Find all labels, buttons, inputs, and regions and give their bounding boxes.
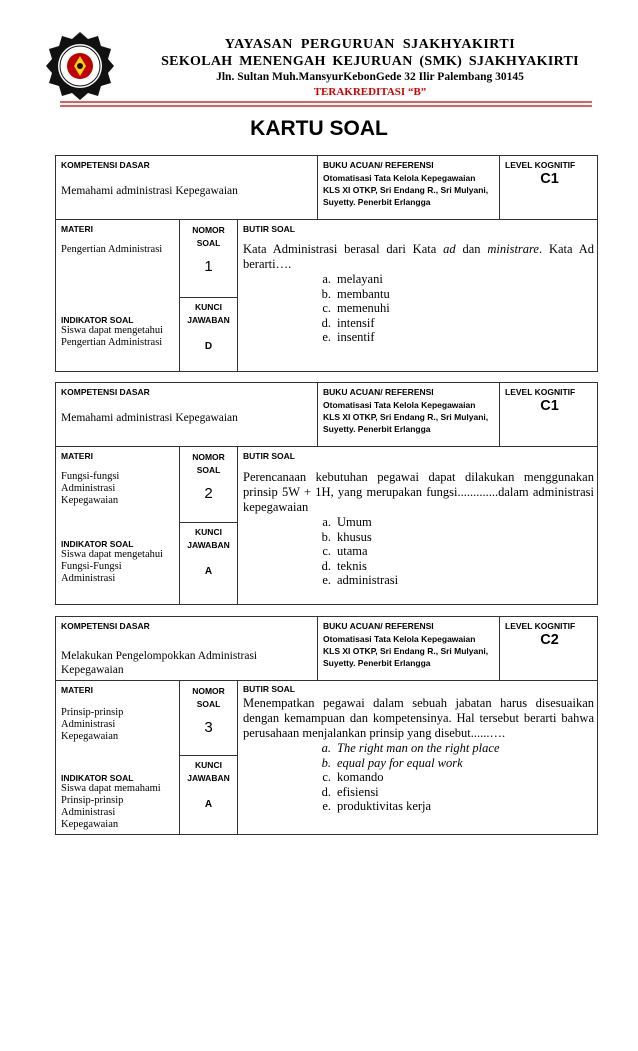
school-address: Jln. Sultan Muh.MansyurKebonGede 32 Ilir Palembang 30145 <box>216 71 524 83</box>
indicator-cell <box>56 535 180 605</box>
question-cell <box>238 220 599 372</box>
header-divider <box>60 101 592 107</box>
competency-cell <box>56 617 318 680</box>
question-label: BUTIR SOAL <box>243 451 295 461</box>
option-b: b. khusus <box>321 529 372 544</box>
reference-value: Otomatisasi Tata Kelola Kepegawaian KLS XI OTKP, Sri Endang R., Sri Mulyani, Suyetty. Penerbit Erlangga <box>323 173 489 207</box>
cognitive-level-cell <box>500 156 599 219</box>
option-c: c. memenuhi <box>322 301 390 315</box>
reference-value: Otomatisasi Tata Kelola Kepegawaian KLS XI OTKP, Sri Endang R., Sri Mulyani, Suyetty. Penerbit Erlangga <box>323 634 489 668</box>
cognitive-level-value: C1 <box>540 171 559 187</box>
question-number: 3 <box>204 719 213 736</box>
reference-value: Otomatisasi Tata Kelola Kepegawaian KLS XI OTKP, Sri Endang R., Sri Mulyani, Suyetty. Penerbit Erlangga <box>323 400 489 434</box>
option-b: b. membantu <box>321 286 390 301</box>
competency-value: Melakukan Pengelompokkan Administrasi Kepegawaian <box>61 650 258 676</box>
school-logo-icon <box>44 30 116 102</box>
reference-cell <box>318 617 500 680</box>
card-header-row <box>56 156 597 220</box>
indicator-label: INDIKATOR SOAL <box>61 315 134 325</box>
material-cell <box>56 220 180 310</box>
question-label: BUTIR SOAL <box>243 684 295 694</box>
indicator-cell <box>56 310 180 372</box>
competency-cell <box>56 156 318 219</box>
option-e: e. insentif <box>322 330 375 344</box>
question-cell <box>238 447 599 605</box>
reference-cell <box>318 156 500 219</box>
question-card-2 <box>55 382 598 605</box>
reference-label: BUKU ACUAN/ REFERENSI <box>323 621 434 631</box>
option-d: d. teknis <box>321 558 367 573</box>
indicator-label: INDIKATOR SOAL <box>61 773 134 783</box>
card-body-row <box>56 220 597 372</box>
option-a: a. Umum <box>322 515 372 529</box>
competency-cell <box>56 383 318 446</box>
answer-key-cell <box>180 755 238 835</box>
indicator-value: Siswa dapat mengetahui Pengertian Administrasi <box>61 325 164 348</box>
option-a: a. melayani <box>322 272 383 286</box>
competency-label: KOMPETENSI DASAR <box>61 621 150 631</box>
reference-label: BUKU ACUAN/ REFERENSI <box>323 387 434 397</box>
indicator-label: INDIKATOR SOAL <box>61 539 134 549</box>
material-value: Fungsi-fungsi Administrasi Kepegawaian <box>61 471 120 506</box>
number-label: NOMOR SOAL <box>192 452 225 475</box>
option-d: d. efisiensi <box>321 784 379 799</box>
number-label: NOMOR SOAL <box>192 225 225 248</box>
answer-key-cell <box>180 297 238 372</box>
answer-options <box>313 515 594 588</box>
material-label: MATERI <box>61 224 93 234</box>
material-label: MATERI <box>61 685 93 695</box>
answer-key-cell <box>180 522 238 605</box>
number-cell <box>180 220 238 297</box>
option-b: b. equal pay for equal work <box>321 755 463 770</box>
card-header-row <box>56 617 597 681</box>
card-body-row <box>56 447 597 605</box>
question-text: Perencanaan kebutuhan pegawai dapat dilakukan menggunakan prinsip 5W + 1H, yang merupakan fungsi.............dalam administrasi kepegawaian <box>243 470 594 514</box>
option-e: e. administrasi <box>322 573 399 587</box>
question-card-3 <box>55 616 598 835</box>
question-text: Kata Administrasi berasal dari Kata ad dan ministrare. Kata Ad berarti…. <box>243 242 594 271</box>
answer-options <box>313 741 594 814</box>
answer-key-label: KUNCI JAWABAN <box>187 760 230 783</box>
school-name: SEKOLAH MENENGAH KEJURUAN (SMK) SJAKHYAKIRTI <box>161 54 579 69</box>
question-label: BUTIR SOAL <box>243 224 295 234</box>
question-number: 1 <box>204 258 213 275</box>
competency-value: Memahami administrasi Kepegawaian <box>61 412 238 424</box>
accreditation: TERAKREDITASI “B” <box>313 86 427 98</box>
option-d: d. intensif <box>321 315 375 330</box>
material-cell <box>56 447 180 535</box>
card-header-row <box>56 383 597 447</box>
card-body-row <box>56 681 597 835</box>
number-label: NOMOR SOAL <box>192 686 225 709</box>
material-label: MATERI <box>61 451 93 461</box>
cognitive-level-label: LEVEL KOGNITIF <box>505 160 576 170</box>
page-title: KARTU SOAL <box>250 117 388 140</box>
answer-key-label: KUNCI JAWABAN <box>187 302 230 325</box>
indicator-cell <box>56 769 180 835</box>
question-cell <box>238 681 599 835</box>
indicator-value: Siswa dapat memahami Prinsip-prinsip Administrasi Kepegawaian <box>61 783 161 830</box>
number-cell <box>180 681 238 755</box>
question-text: Menempatkan pegawai dalam sebuah jabatan harus disesuaikan dengan kemampuan dan kompetensinya. Hal tersebut berarti bahwa perusahaan menjalankan prinsip yang disebut......…. <box>243 696 594 740</box>
answer-key-label: KUNCI JAWABAN <box>187 527 230 550</box>
question-number: 2 <box>204 485 213 502</box>
cognitive-level-label: LEVEL KOGNITIF <box>505 621 576 631</box>
option-e: e. produktivitas kerja <box>322 799 432 813</box>
option-a: a. The right man on the right place <box>321 741 500 755</box>
number-cell <box>180 447 238 522</box>
reference-cell <box>318 383 500 446</box>
material-cell <box>56 681 180 769</box>
option-c: c. utama <box>322 544 368 558</box>
competency-label: KOMPETENSI DASAR <box>61 387 150 397</box>
material-value: Prinsip-prinsip Administrasi Kepegawaian <box>61 707 124 742</box>
foundation-name: YAYASAN PERGURUAN SJAKHYAKIRTI <box>224 37 516 52</box>
competency-label: KOMPETENSI DASAR <box>61 160 150 170</box>
answer-key-value: D <box>204 341 213 352</box>
cognitive-level-cell <box>500 383 599 446</box>
answer-options <box>313 272 594 345</box>
material-value: Pengertian Administrasi <box>61 244 163 255</box>
cognitive-level-label: LEVEL KOGNITIF <box>505 387 576 397</box>
cognitive-level-cell <box>500 617 599 680</box>
answer-key-value: A <box>204 566 213 577</box>
option-c: c. komando <box>322 770 384 784</box>
reference-label: BUKU ACUAN/ REFERENSI <box>323 160 434 170</box>
cognitive-level-value: C2 <box>540 632 559 648</box>
competency-value: Memahami administrasi Kepegawaian <box>61 185 238 197</box>
question-card-1 <box>55 155 598 372</box>
indicator-value: Siswa dapat mengetahui Fungsi-Fungsi Administrasi <box>61 549 164 584</box>
cognitive-level-value: C1 <box>540 398 559 414</box>
letterhead <box>0 0 638 110</box>
answer-key-value: A <box>204 799 213 810</box>
